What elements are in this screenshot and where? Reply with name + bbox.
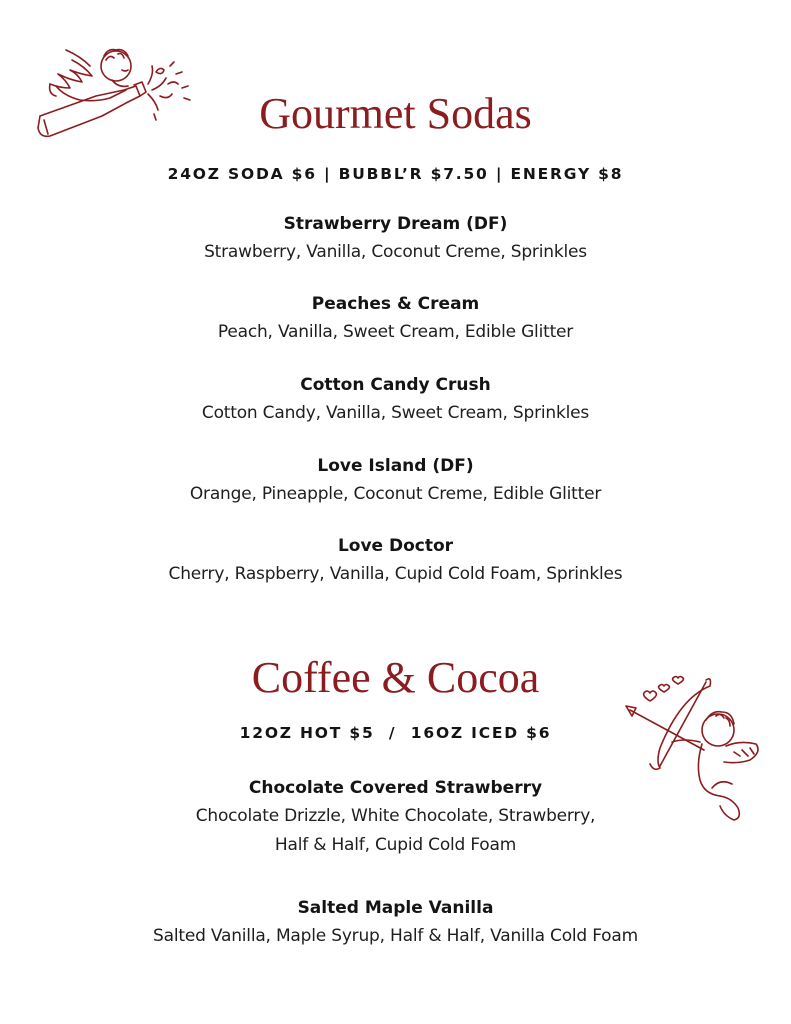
item-description: Cherry, Raspberry, Vanilla, Cupid Cold Foam, Sprinkles: [168, 564, 623, 584]
item-description-line-2: Half & Half, Cupid Cold Foam: [274, 835, 517, 855]
item-description: Salted Vanilla, Maple Syrup, Half & Half, Vanilla Cold Foam: [153, 926, 638, 946]
menu-item: [0, 532, 791, 589]
item-description-line-1: Chocolate Drizzle, White Chocolate, Strawberry,: [195, 806, 596, 826]
menu-item: [0, 452, 791, 509]
cupid-bow-arrow-icon: [620, 668, 765, 823]
section-title-coffee-cocoa: Coffee & Cocoa: [251, 653, 540, 702]
menu-item: [0, 371, 791, 428]
menu-item: [0, 894, 791, 951]
item-description: Cotton Candy, Vanilla, Sweet Cream, Sprinkles: [201, 403, 590, 423]
menu-item: [0, 290, 791, 347]
item-name: Strawberry Dream (DF): [283, 214, 508, 234]
pricing-coffee-cocoa: 12OZ HOT $5 / 16OZ ICED $6: [239, 724, 552, 742]
item-description: Strawberry, Vanilla, Coconut Creme, Sprinkles: [204, 242, 587, 262]
menu-item: [0, 210, 791, 267]
item-name: Peaches & Cream: [311, 294, 480, 314]
item-name: Cotton Candy Crush: [300, 375, 491, 395]
item-name: Chocolate Covered Strawberry: [248, 778, 543, 798]
item-description: Orange, Pineapple, Coconut Creme, Edible Glitter: [189, 484, 602, 504]
pricing-gourmet-sodas: 24OZ SODA $6 | BUBBL’R $7.50 | ENERGY $8: [167, 165, 624, 183]
item-name: Love Island (DF): [317, 456, 474, 476]
section-title-gourmet-sodas: Gourmet Sodas: [259, 89, 532, 138]
item-name: Salted Maple Vanilla: [297, 898, 494, 918]
item-name: Love Doctor: [337, 536, 454, 556]
item-description: Peach, Vanilla, Sweet Cream, Edible Glitter: [217, 322, 574, 342]
